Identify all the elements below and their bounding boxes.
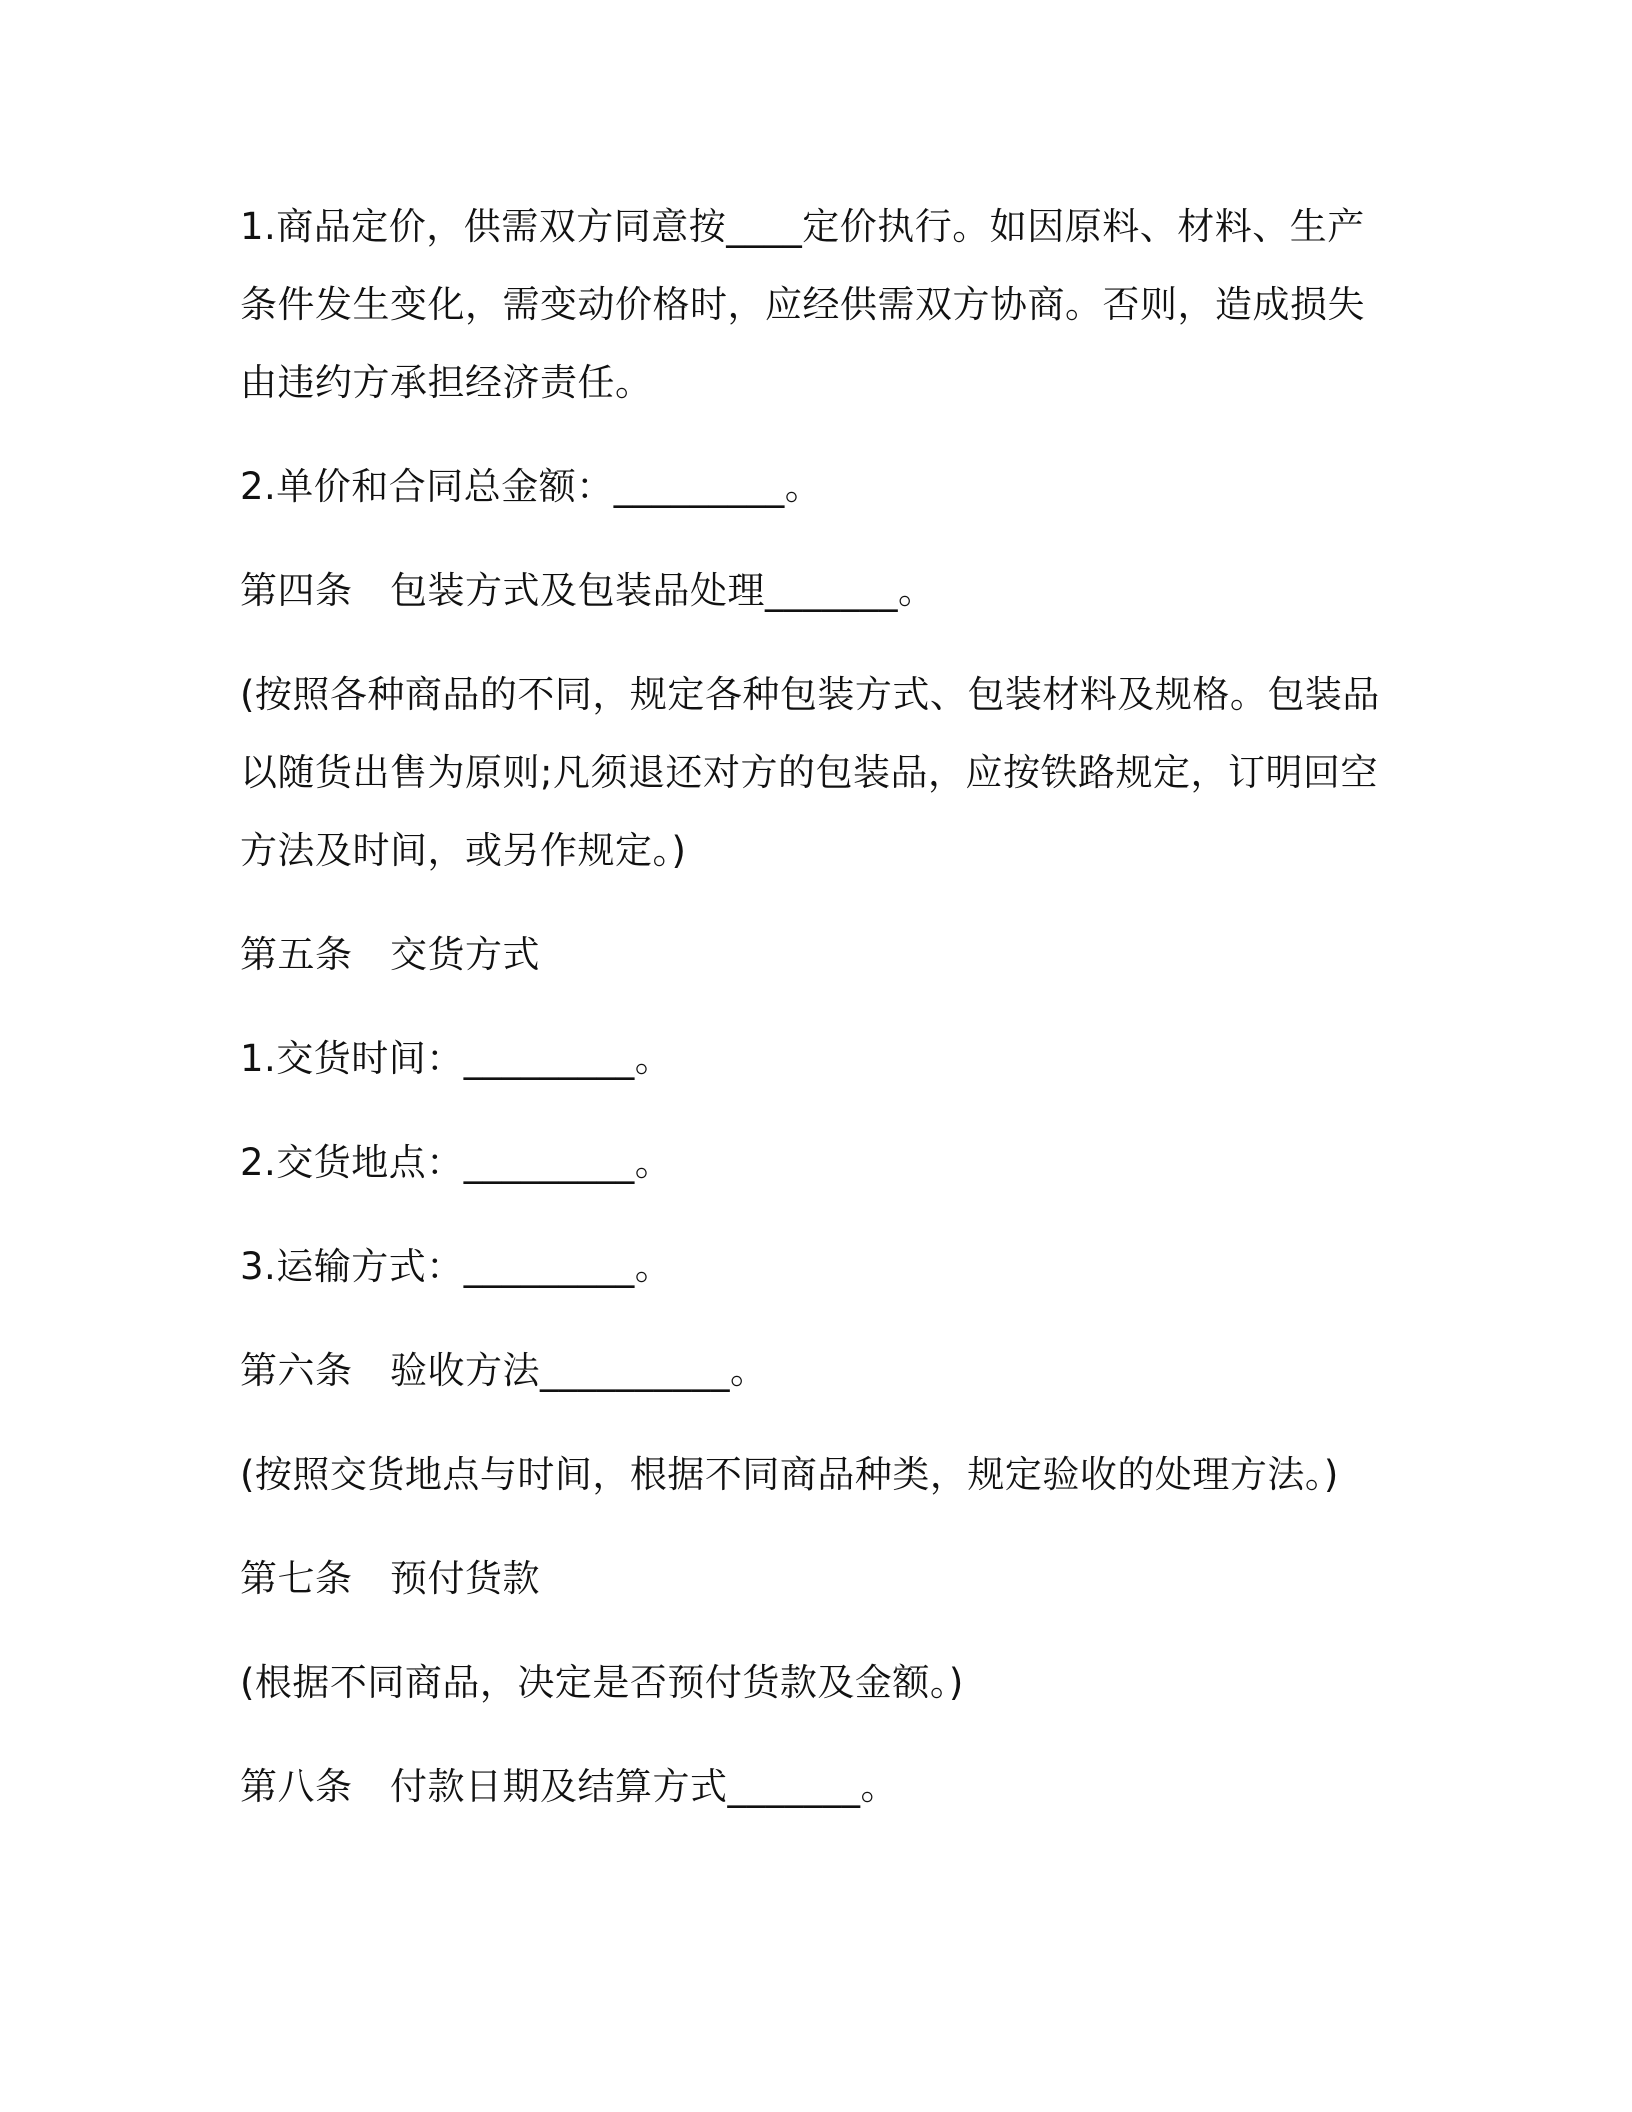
paragraph-transport-method: 3.运输方式：_________。 [240,1245,673,1288]
paragraph-delivery-time: 1.交货时间：_________。 [240,1037,673,1080]
paragraph-inspection-note: (按照交货地点与时间，根据不同商品种类，规定验收的处理方法。) [240,1453,1339,1496]
paragraph-packaging-note: (按照各种商品的不同，规定各种包装方式、包装材料及规格。包装品以随货出售为原则;凡须退还对方的包装品，应按铁路规定，订明回空方法及时间，或另作规定。) [240,673,1380,872]
paragraph-pricing: 1.商品定价，供需双方同意按____定价执行。如因原料、材料、生产条件发生变化，需变动价格时，应经供需双方协商。否则，造成损失由违约方承担经济责任。 [240,205,1365,404]
article-7-heading: 第七条 预付货款 [240,1557,540,1600]
article-8-heading: 第八条 付款日期及结算方式_______。 [240,1765,898,1808]
article-4-heading: 第四条 包装方式及包装品处理_______。 [240,569,936,612]
article-6-heading: 第六条 验收方法__________。 [240,1349,768,1392]
paragraph-unit-price-total: 2.单价和合同总金额：_________。 [240,465,823,508]
paragraph-delivery-place: 2.交货地点：_________。 [240,1141,673,1184]
article-5-heading: 第五条 交货方式 [240,933,540,976]
document-body [240,188,1400,1852]
paragraph-prepayment-note: (根据不同商品，决定是否预付货款及金额。) [240,1661,964,1704]
